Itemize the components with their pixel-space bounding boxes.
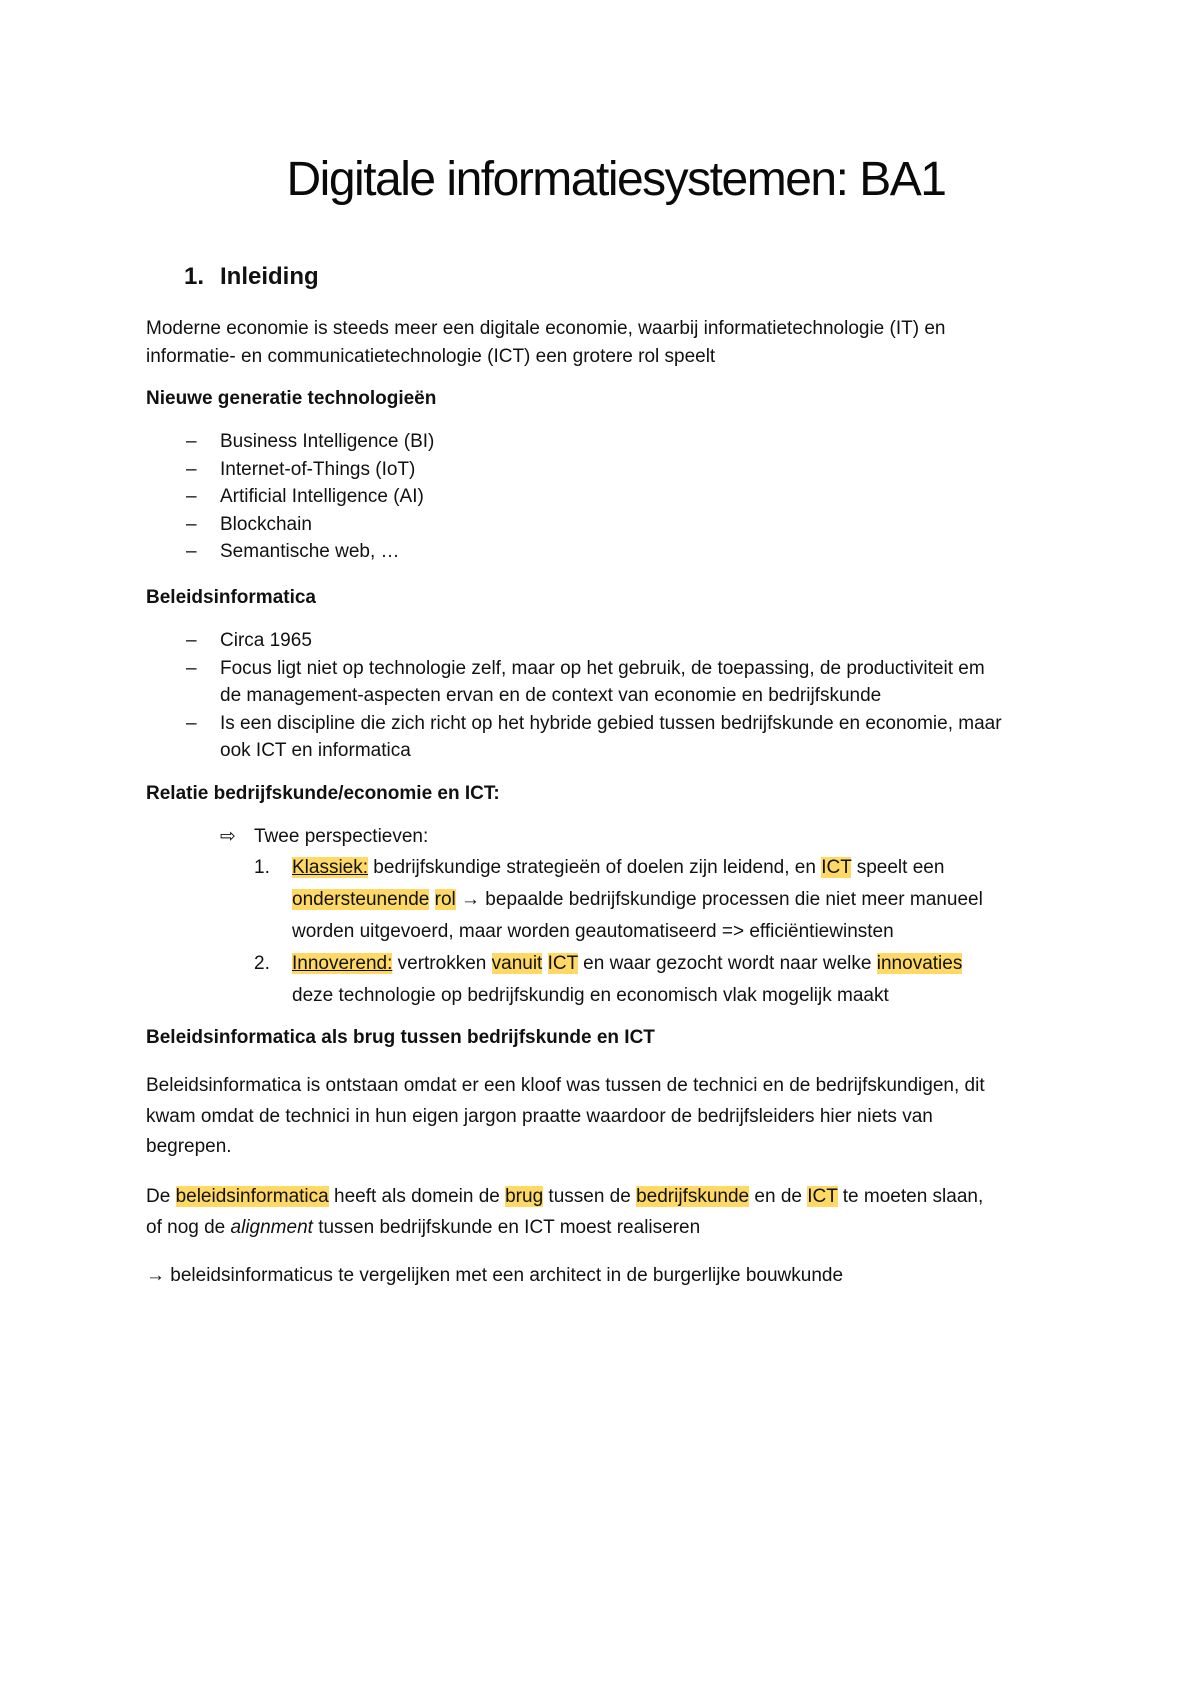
perspectives-block [146, 822, 1086, 1012]
highlight: ICT [821, 857, 852, 878]
highlight: ICT [547, 953, 578, 974]
highlight: rol [434, 889, 456, 910]
section-number: 1. [184, 263, 205, 290]
highlight: Innoverend: [292, 953, 393, 974]
subheading: Relatie bedrijfskunde/economie en ICT: [146, 783, 500, 804]
beleid-list [146, 627, 1086, 765]
list-item: – Artificial Intelligence (AI) [186, 486, 424, 507]
intro-paragraph [146, 315, 1086, 370]
highlight: Klassiek: [292, 857, 369, 878]
brug-paragraph-3: → beleidsinformaticus te vergelijken met een architect in de burgerlijke bouwkunde [146, 1265, 844, 1286]
highlight: bedrijfskunde [636, 1186, 750, 1207]
highlight: brug [505, 1186, 544, 1207]
list-item: – Business Intelligence (BI) [186, 431, 435, 452]
section-heading-inleiding [184, 263, 319, 291]
beleid-heading-block [146, 584, 1086, 612]
document-title: Digitale informatiesystemen: BA1 [286, 153, 946, 206]
highlight: ondersteunende [292, 889, 430, 910]
brug-paragraph-1: Beleidsinformatica is ontstaan omdat er een kloof was tussen de technici en de bedrijfskundigen, dit kwam omdat de technici in hun eigen jargon praatte waardoor de bedrijfsleiders hier niets van begrepen. [146, 1075, 985, 1157]
arrow-right-icon: ⇨ [220, 826, 236, 847]
relatie-heading-block [146, 780, 1086, 808]
list-item: – Circa 1965 [186, 630, 312, 651]
intro-line: Moderne economie is steeds meer een digitale economie, waarbij informatietechnologie (IT) en [146, 318, 946, 339]
highlight: vanuit [491, 953, 543, 974]
highlight: beleidsinformatica [175, 1186, 329, 1207]
subheading: Nieuwe generatie technologieën [146, 388, 437, 409]
highlight: innovaties [876, 953, 963, 974]
perspective-klassiek: 1. Klassiek: bedrijfskundige strategieën of doelen zijn leidend, en ICT speelt een ondersteunende rol → bepaalde bedrijfskundige processen die niet meer manueel worden uitgevoerd, maar worden geautomatiseerd => efficiëntiewinsten [254, 857, 983, 942]
technologies-list [146, 428, 1086, 566]
arrow-item: ⇨ Twee perspectieven: [146, 822, 1086, 852]
brug-paragraph-2: De beleidsinformatica heeft als domein de brug tussen de bedrijfskunde en de ICT te moeten slaan, of nog de alignment tussen bedrijfskunde en ICT moest realiseren [146, 1186, 984, 1238]
list-item: – Focus ligt niet op technologie zelf, maar op het gebruik, de toepassing, de productiviteit em de management-aspecten ervan en de context van economie en bedrijfskunde [186, 657, 985, 706]
subheading: Beleidsinformatica [146, 587, 316, 608]
highlight: ICT [807, 1186, 838, 1207]
nieuwe-generatie-section [146, 385, 1086, 413]
perspective-innoverend: 2. Innoverend: vertrokken vanuit ICT en waar gezocht wordt naar welke innovaties deze technologie op bedrijfskundig en economisch vlak mogelijk maakt [254, 953, 963, 1006]
list-item: – Internet-of-Things (IoT) [186, 458, 416, 480]
list-item: – Blockchain [186, 513, 312, 535]
list-item: – Semantische web, … [186, 541, 400, 562]
subheading: Beleidsinformatica als brug tussen bedrijfskunde en ICT [146, 1027, 655, 1048]
section-title: Inleiding [220, 263, 319, 290]
list-item: – Is een discipline die zich richt op het hybride gebied tussen bedrijfskunde en economie, maar ook ICT en informatica [186, 712, 1002, 761]
perspectives-list [146, 852, 1086, 1012]
brug-heading-block [146, 1024, 1086, 1052]
intro-line: informatie- en communicatietechnologie (ICT) een grotere rol speelt [146, 345, 716, 367]
